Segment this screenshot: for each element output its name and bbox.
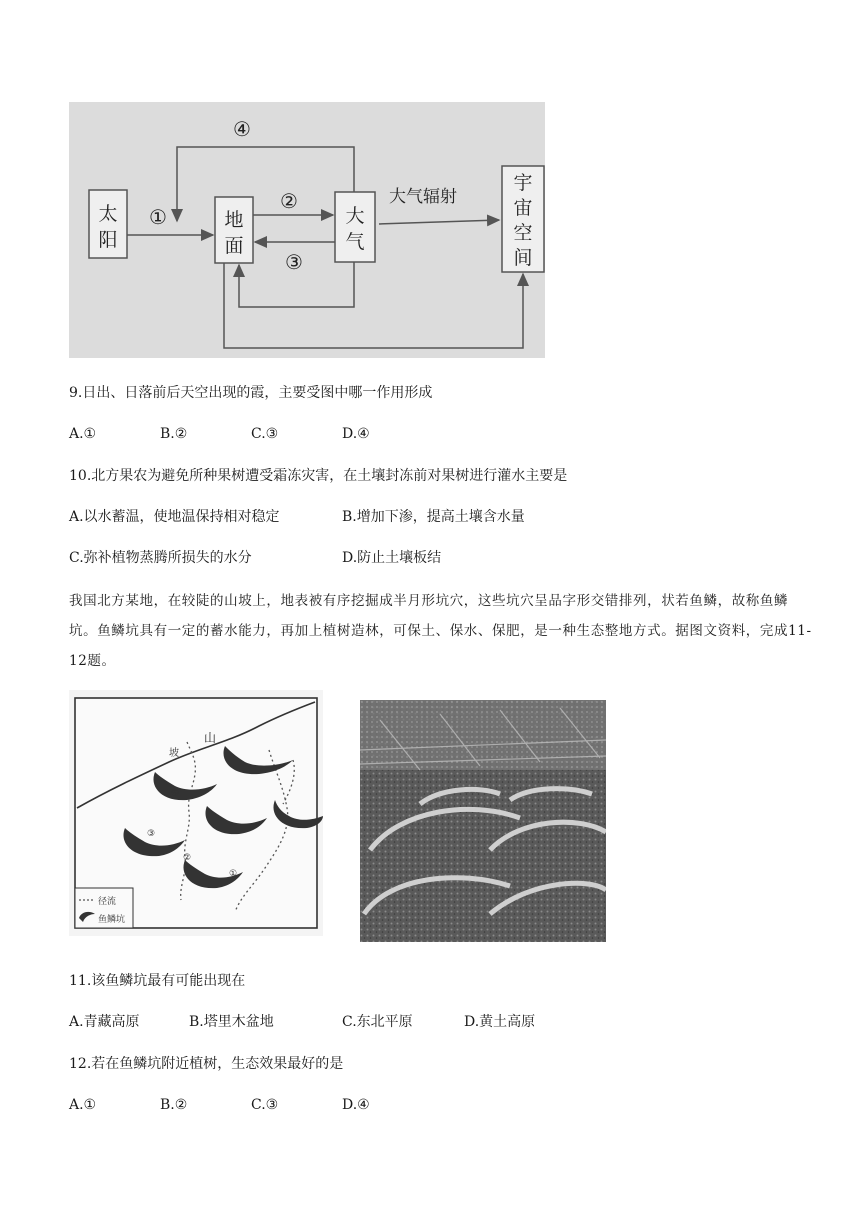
atmospheric-radiation-label: 大气辐射 <box>389 187 457 207</box>
question-9-option-a: A.① <box>69 426 97 442</box>
reading-passage: 我国北方某地，在较陡的山坡上，地表被有序挖掘成半月形坑穴，这些坑穴呈品字形交错排列，状若鱼鳞，故称鱼鳞坑。鱼鳞坑具有一定的蓄水能力，再加上植树造林，可保土、保水、保肥，是一种生态整地方式。据图文资料，完成11-12题。 <box>69 593 812 669</box>
sun-label-2: 阳 <box>98 229 118 251</box>
question-10-option-a: A.以水蓄温，使地温保持相对稳定 <box>69 509 280 525</box>
question-11-stem: 11.该鱼鳞坑最有可能出现在 <box>69 973 246 989</box>
atmosphere-label-2: 气 <box>345 231 365 253</box>
map-label-ridge: 坡 <box>169 748 179 759</box>
question-9-stem: 9.日出、日落前后天空出现的霞，主要受图中哪一作用形成 <box>69 385 433 401</box>
question-9-option-c: C.③ <box>251 426 279 442</box>
space-label-4: 间 <box>513 247 533 269</box>
question-12-option-d: D.④ <box>342 1097 370 1113</box>
sun-label-1: 太 <box>98 203 118 225</box>
question-12-option-c: C.③ <box>251 1097 279 1113</box>
heat-balance-diagram <box>69 102 545 358</box>
map-label-mountain: 山 <box>204 731 217 745</box>
map-marker-1: ① <box>229 869 238 879</box>
marker-3: ③ <box>285 250 303 274</box>
ground-label-1: 地 <box>224 209 244 231</box>
map-marker-2: ② <box>183 853 192 863</box>
question-10-option-d: D.防止土壤板结 <box>342 550 442 566</box>
question-10-option-b: B.增加下渗，提高土壤含水量 <box>342 509 525 525</box>
ground-label-2: 面 <box>224 235 244 257</box>
space-label-1: 宇 <box>513 172 533 194</box>
marker-2: ② <box>280 189 298 213</box>
fish-scale-pit-photo <box>360 700 606 942</box>
question-11-option-c: C.东北平原 <box>342 1014 413 1030</box>
map-marker-3: ③ <box>147 829 156 839</box>
question-12-option-a: A.① <box>69 1097 97 1113</box>
question-12-option-b: B.② <box>160 1097 188 1113</box>
legend-runoff-label: 径流 <box>98 897 117 907</box>
space-label-3: 空 <box>513 222 533 244</box>
question-9-option-b: B.② <box>160 426 188 442</box>
question-11-option-b: B.塔里木盆地 <box>189 1014 274 1030</box>
space-label-2: 宙 <box>513 197 533 219</box>
diagram-background <box>69 102 545 358</box>
marker-1: ① <box>149 205 167 229</box>
map-marker-4: ④ <box>171 789 180 799</box>
atmosphere-label-1: 大 <box>345 205 365 227</box>
question-11-option-a: A.青藏高原 <box>69 1014 140 1030</box>
marker-4: ④ <box>233 117 251 141</box>
question-10-option-c: C.弥补植物蒸腾所损失的水分 <box>69 550 252 566</box>
question-10-stem: 10.北方果农为避免所种果树遭受霜冻灾害，在土壤封冻前对果树进行灌水主要是 <box>69 468 568 484</box>
legend-pit-label: 鱼鳞坑 <box>98 915 126 925</box>
question-9-option-d: D.④ <box>342 426 370 442</box>
fish-scale-pit-map <box>69 690 323 936</box>
question-11-option-d: D.黄土高原 <box>464 1014 536 1030</box>
question-12-stem: 12.若在鱼鳞坑附近植树，生态效果最好的是 <box>69 1056 344 1072</box>
